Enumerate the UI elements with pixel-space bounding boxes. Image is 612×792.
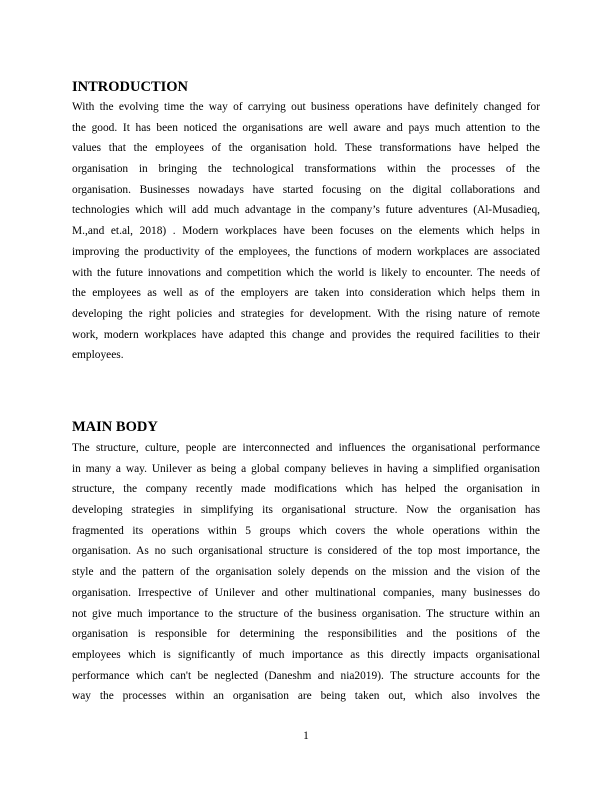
main-body-heading: MAIN BODY xyxy=(72,419,158,435)
text-line: organisation. Irrespective of Unilever and other multinational companies, many businesses do xyxy=(72,586,540,599)
text-line: improving the productivity of the employees, the functions of modern workplaces are associated xyxy=(72,245,540,258)
text-line: the good. It has been noticed the organisations are well aware and pays much attention to the xyxy=(72,121,540,134)
text-line: way the processes within an organisation are being taken out, which also involves the xyxy=(72,690,540,703)
text-line: in many a way. Unilever as being a global company believes in having a simplified organisation xyxy=(72,462,540,475)
text-line: fragmented its operations within 5 groups which covers the whole operations within the xyxy=(72,524,540,537)
text-line: organisation. As no such organisational structure is considered of the top most importance, the xyxy=(72,545,540,558)
text-line: technologies which will add much advantage in the company’s future adventures (Al-Musadieq, xyxy=(72,204,540,217)
text-line: organisation. Businesses nowadays have started focusing on the digital collaborations and xyxy=(72,183,540,196)
main-body-paragraph xyxy=(72,438,540,707)
text-line: With the evolving time the way of carrying out business operations have definitely changed for xyxy=(72,101,540,113)
text-line: work, modern workplaces have adapted this change and provides the required facilities to their xyxy=(72,328,540,341)
text-line: performance which can't be neglected (Daneshm and nia2019). The structure accounts for the xyxy=(72,669,540,682)
text-line: the employees as well as of the employers are taken into consideration which helps them in xyxy=(72,287,540,300)
text-line: The structure, culture, people are interconnected and influences the organisational performance xyxy=(72,442,540,454)
text-line: style and the pattern of the organisation solely depends on the mission and the vision of the xyxy=(72,566,540,579)
text-line: structure, the company recently made modifications which has helped the organisation in xyxy=(72,483,540,496)
introduction-heading: INTRODUCTION xyxy=(72,79,189,95)
text-line: organisation is responsible for determining the responsibilities and the positions of the xyxy=(72,628,540,641)
text-line: developing the right policies and strategies for development. With the rising nature of remote xyxy=(72,307,540,320)
text-line: with the future innovations and competition which the world is likely to encounter. The needs of xyxy=(72,266,540,279)
text-line: developing strategies in simplifying its organisational structure. Now the organisation has xyxy=(72,504,540,517)
introduction-paragraph xyxy=(72,97,540,366)
text-line: values that the employees of the organisation hold. These transformations have helped the xyxy=(72,142,540,155)
text-line: employees which is significantly of much importance as this directly impacts organisational xyxy=(72,648,540,661)
page-number: 1 xyxy=(303,730,309,742)
text-line: organisation in bringing the technological transformations within the processes of the xyxy=(72,163,540,176)
text-line: M.,and et.al, 2018) . Modern workplaces have been focuses on the elements which helps in xyxy=(72,225,540,238)
text-line: employees. xyxy=(72,349,124,362)
text-line: not give much importance to the structure of the business organisation. The structure within an xyxy=(72,607,540,620)
